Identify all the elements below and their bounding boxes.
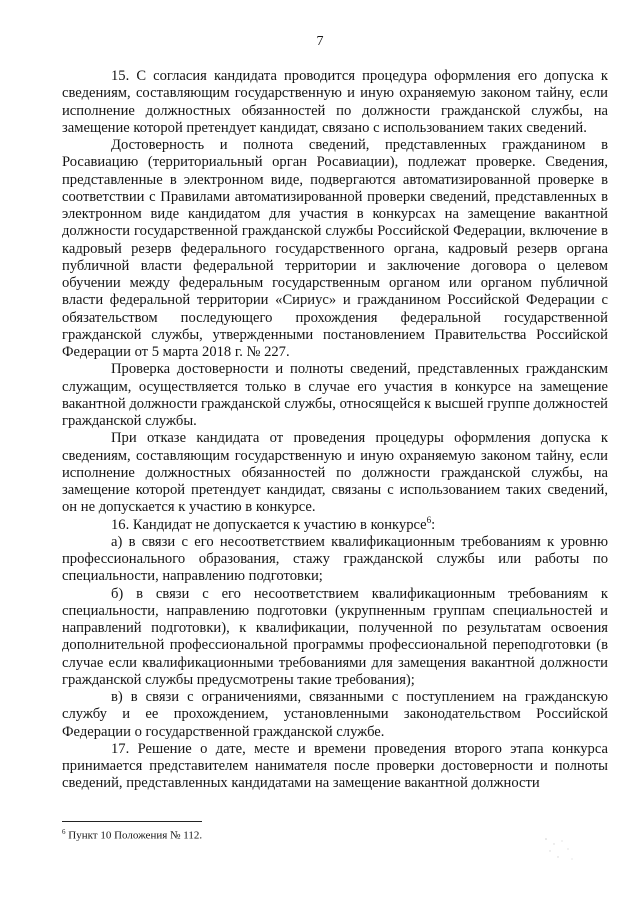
- paragraph-civil-servant-check: Проверка достоверности и полноты сведений, представленных гражданским служащим, осуществляется только в случае его участия в конкурсе на замещение вакантной должности гражданской службы, относящейся к высшей группе должностей гражданской службы.: [62, 361, 608, 429]
- paragraph-item-15: 15. С согласия кандидата проводится процедура оформления его допуска к сведениям, составляющим государственную и иную охраняемую законом тайну, если исполнение должностных обязанностей по должности гражданской службы, на замещение которой претендует кандидат, связано с использованием таких сведений.: [62, 68, 608, 136]
- footnote-text: Пункт 10 Положения № 112.: [68, 829, 203, 842]
- footnote-divider: [62, 821, 202, 822]
- page-number: 7: [316, 34, 324, 49]
- subitem-a: а) в связи с его несоответствием квалификационным требованиям к уровню профессионального образования, стажу гражданской службы или работы по специальности, направлению подготовки;: [62, 533, 608, 585]
- subitem-b: б) в связи с его несоответствием квалификационным требованиям к специальности, направлению подготовки (укрупненным группам специальностей и направлений подготовки), к квалификации, полученной по результатам освоения дополнительной профессиональной программы профессиональной переподготовки (в случае если квалификационными требованиями для замещения вакантной должности гражданской службы предусмотрены такие требования);: [62, 585, 608, 688]
- item-16-text: 16. Кандидат не допускается к участию в конкурсе: [111, 516, 427, 533]
- scan-artifact: [540, 835, 580, 865]
- paragraph-item-16: [62, 514, 608, 534]
- paragraph-verification: Достоверность и полнота сведений, представленных гражданином в Росавиацию (территориальный орган Росавиации), подлежат проверке. Сведения, представленные в электронном виде, подвергаются автоматизированной проверке в соответствии с Правилами автоматизированной проверки сведений, представленных в электронном виде кандидатом для участия в конкурсах на замещение вакантной должности государственной гражданской службы Российской Федерации, включение в кадровый резерв федерального государственного органа, кадровый резерв органа публичной власти федеральной территории и заключение договора о целевом обучении между федеральным государственным органом или органом публичной власти федеральной территории «Сириус» и гражданином Российской Федерации с обязательством последующего прохождения федеральной государственной гражданской службы, утвержденными постановлением Правительства Российской Федерации от 5 марта 2018 г. № 227.: [62, 137, 608, 360]
- footnote-reference: 6: [426, 514, 432, 525]
- document-body: [62, 68, 608, 793]
- subitem-v: в) в связи с ограничениями, связанными с поступлением на гражданскую службу и ее прохождением, установленными законодательством Российской Федерации о государственной гражданской службе.: [62, 689, 608, 740]
- footnote: [62, 826, 202, 843]
- footnote-mark: 6: [62, 828, 66, 836]
- paragraph-refusal: При отказе кандидата от проведения процедуры оформления допуска к сведениям, составляющим государственную и иную охраняемую законом тайну, если исполнение должностных обязанностей по должности гражданской службы, на замещение которой претендует кандидат, связаны с использованием таких сведений, он не допускается к участию в конкурсе.: [62, 430, 608, 516]
- scan-noise-icon: [540, 835, 580, 865]
- paragraph-item-17: 17. Решение о дате, месте и времени проведения второго этапа конкурса принимается представителем нанимателя после проверки достоверности и полноты сведений, представленных кандидатами на замещение вакантной должности: [62, 740, 608, 792]
- item-16-suffix: :: [431, 516, 436, 533]
